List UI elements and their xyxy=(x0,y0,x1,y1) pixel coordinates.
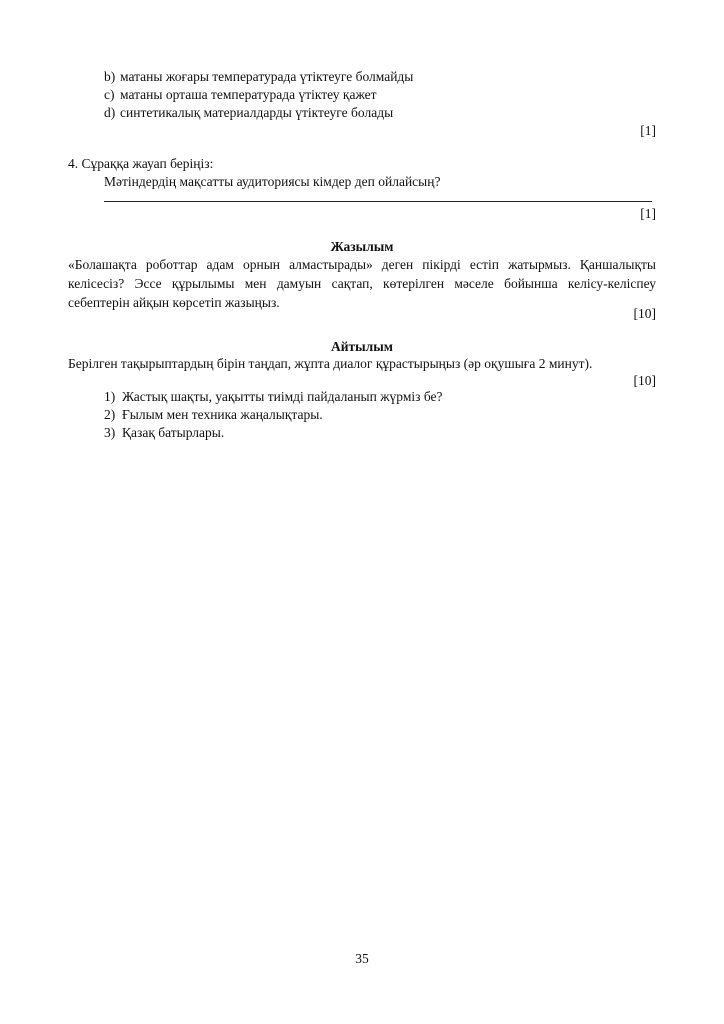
option-letter: d) xyxy=(104,105,116,120)
topic-number: 1) xyxy=(104,389,116,404)
q3-score: [1] xyxy=(640,123,656,138)
topic-item-3 xyxy=(104,424,224,442)
writing-heading: Жазылым xyxy=(330,239,394,254)
speaking-heading: Айтылым xyxy=(330,339,393,354)
topic-text: Ғылым мен техника жаңалықтары. xyxy=(122,407,323,422)
option-text: синтетикалық материалдарды үтіктеуге болады xyxy=(120,105,394,120)
q4-score: [1] xyxy=(640,206,656,221)
q4-question: Мәтіндердің мақсатты аудиториясы кімдер деп ойлайсың? xyxy=(104,174,441,189)
speaking-score: [10] xyxy=(633,373,656,388)
topic-item-2 xyxy=(104,406,323,424)
option-letter: c) xyxy=(104,87,115,102)
option-letter: b) xyxy=(104,69,116,84)
topic-number: 2) xyxy=(104,407,116,422)
topic-text: Жастық шақты, уақытты тиімді пайдаланып жүрміз бе? xyxy=(122,389,443,404)
option-text: матаны жоғары температурада үтіктеуге болмайды xyxy=(120,69,414,84)
writing-score: [10] xyxy=(633,306,656,321)
option-b xyxy=(104,68,413,86)
option-text: матаны орташа температурада үтіктеу қажет xyxy=(120,87,377,102)
page-number: 35 xyxy=(355,951,369,966)
topic-text: Қазақ батырлары. xyxy=(122,425,225,440)
speaking-instruction: Берілген тақырыптардың бірін таңдап, жұпта диалог құрастырыңыз (әр оқушыға 2 минут). xyxy=(68,356,593,371)
q4-title: 4. Сұраққа жауап беріңіз: xyxy=(68,156,214,171)
option-c xyxy=(104,86,377,104)
answer-line xyxy=(104,201,652,202)
option-d xyxy=(104,104,393,122)
writing-text: «Болашақта роботтар адам орнын алмастырады» деген пікірді естіп жатырмыз. Қаншалықты келісесіз? Эссе құрылымы мен дамуын сақтап, көтерілген мәселе бойынша келісу-келіспеу себептерін айқын көрсетіп жазыңыз. xyxy=(68,257,656,310)
topic-number: 3) xyxy=(104,425,116,440)
topic-item-1 xyxy=(104,388,443,406)
